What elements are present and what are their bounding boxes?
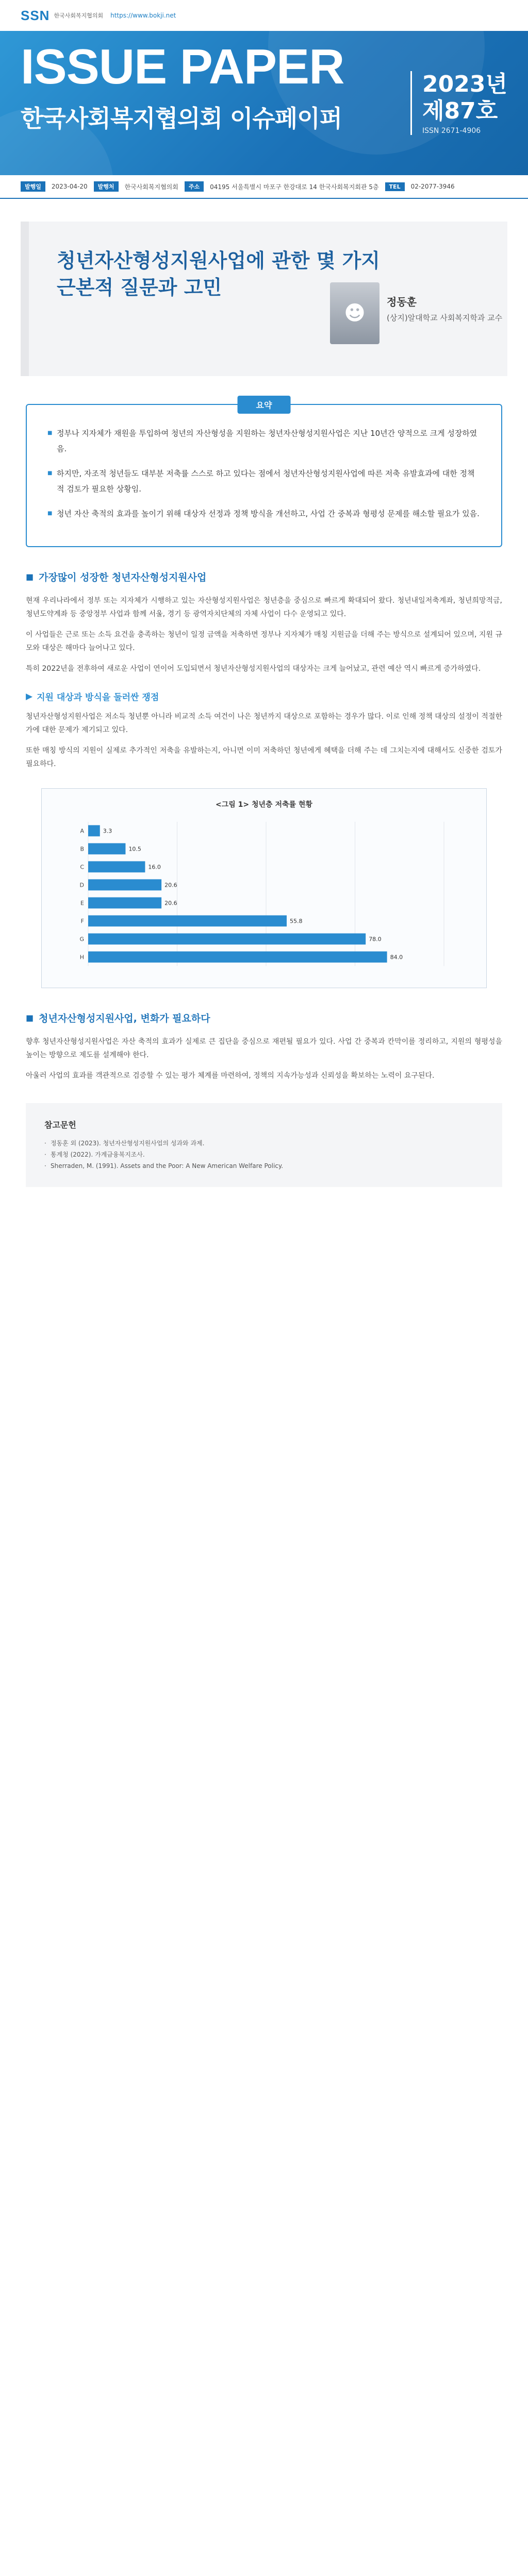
section-heading-text: 가장많이 성장한 청년자산형성지원사업 — [39, 572, 207, 583]
address-label: 주소 — [185, 181, 204, 192]
chart-value-label: 10.5 — [128, 845, 141, 853]
chart-value-label: 84.0 — [390, 954, 403, 961]
chart-category-label: F — [80, 918, 84, 925]
summary-item: ■ 정부나 지자체가 재원을 투입하여 청년의 자산형성을 지원하는 청년자산형성지원사업은 지난 10년간 양적으로 크게 성장하였음. — [47, 426, 481, 456]
chart-category-label: G — [79, 936, 84, 943]
author-photo — [330, 282, 380, 344]
chart-value-label: 3.3 — [103, 827, 112, 835]
chart-value-label: 20.6 — [164, 882, 177, 889]
chart-bar — [88, 879, 161, 891]
chart-title: <그림 1> 청년층 저축률 현황 — [216, 801, 312, 809]
section-marker-icon: ■ — [26, 1013, 34, 1023]
summary-list — [47, 426, 481, 521]
chart-value-label: 55.8 — [290, 918, 303, 925]
paragraph: 아울러 사업의 효과를 객관적으로 검증할 수 있는 평가 체계를 마련하여, 정책의 지속가능성과 신뢰성을 확보하는 노력이 요구된다. — [26, 1072, 435, 1080]
publish-date: 2023-04-20 — [51, 183, 88, 190]
bar-chart — [57, 817, 480, 971]
chart-value-label: 20.6 — [164, 900, 177, 907]
section-heading — [26, 570, 502, 584]
section-heading — [26, 1011, 502, 1025]
chart-value-label: 78.0 — [369, 936, 382, 943]
chart-bar — [88, 952, 387, 963]
chart-category-label: C — [80, 863, 84, 871]
summary-item: ■ 하지만, 자조적 청년들도 대부분 저축률 스스로 하고 있다는 점에서 청년자산형성지원사업에 따른 저축 유발효과에 대한 정책적 검토가 필요한 상황임. — [47, 466, 481, 497]
chart-box — [41, 788, 487, 988]
paragraph: 이 사업들은 근로 또는 소득 요건을 충족하는 청년이 일정 금액을 저축하면 정부나 지자체가 매칭 지원금을 더해 주는 방식으로 설계되어 있으며, 지원 규모와 대상은 해마다 늘어나고 있다. — [26, 631, 502, 652]
chart-category-label: B — [80, 845, 84, 853]
paragraph: 또한 매칭 방식의 지원이 실제로 추가적인 저축을 유발하는지, 아니면 이미 저축하던 청년에게 혜택을 더해 주는 데 그치는지에 대해서도 신중한 검토가 필요하다. — [26, 747, 502, 768]
chart-bar — [88, 916, 287, 927]
article-title-line: 근본적 질문과 고민 — [57, 276, 222, 299]
issn: ISSN 2671-4906 — [422, 127, 481, 135]
paragraph: 향후 청년자산형성지원사업은 자산 축적의 효과가 실제로 큰 집단을 중심으로 재편될 필요가 있다. 사업 간 중복과 칸막이를 정리하고, 지원의 형평성을 높이는 방향으로 제도를 설계해야 한다. — [26, 1038, 502, 1059]
reference-item: · 통계청 (2022). 가계금융복지조사. — [44, 1149, 484, 1160]
issue-number-block — [410, 71, 507, 135]
article-body — [0, 570, 528, 1082]
chart-category-label: H — [79, 954, 84, 961]
issue-year: 2023년 — [422, 71, 507, 97]
section-marker-icon: ■ — [26, 572, 34, 582]
chart-bar — [88, 843, 125, 855]
chart-bar — [88, 934, 366, 945]
chart-category-label: A — [80, 827, 84, 835]
chart-category-label: D — [79, 882, 84, 889]
section-heading-text: 청년자산형성지원사업, 변화가 필요하다 — [39, 1013, 210, 1024]
logo-org-name: 한국사회복지협의회 — [54, 12, 104, 19]
tel-label: TEL — [385, 182, 405, 191]
paragraph: 특히 2022년을 전후하여 새로운 사업이 연이어 도입되면서 청년자산형성지원사업의 대상자는 크게 늘어났고, 관련 예산 역시 빠르게 증가하였다. — [26, 665, 481, 673]
author-affiliation: (상지)알대학교 사회복지학과 교수 — [387, 313, 503, 323]
banner — [0, 31, 528, 175]
top-bar — [0, 0, 528, 31]
publication-meta-bar — [0, 175, 528, 199]
summary-box — [26, 400, 502, 547]
sub-heading-text: 지원 대상과 방식을 둘러싼 쟁점 — [37, 692, 159, 703]
banner-title: ISSUE PAPER — [21, 39, 344, 94]
chart-bar — [88, 897, 161, 909]
sub-marker-icon: ▶ — [26, 691, 33, 702]
publisher-label: 발행처 — [94, 181, 119, 192]
sub-heading — [26, 690, 502, 703]
paragraph: 청년자산형성지원사업은 저소득 청년뿐 아니라 비교적 소득 여건이 나은 청년까지 대상으로 포함하는 경우가 많다. 이로 인해 정책 대상의 설정이 적절한가에 대한 문제가 제기되고 있다. — [26, 713, 502, 734]
chart-value-label: 16.0 — [148, 863, 161, 871]
logo[interactable] — [21, 8, 103, 24]
chart-category-label: E — [80, 900, 84, 907]
references-list — [44, 1138, 484, 1172]
chart-bar — [88, 861, 145, 873]
address: 04195 서울특별시 마포구 한강대로 14 한국사회복지회관 5층 — [210, 183, 379, 191]
logo-mark: SSN — [21, 7, 50, 23]
author-name: 정동훈 — [387, 296, 417, 308]
tel: 02-2077-3946 — [410, 183, 455, 190]
person-icon: ☻ — [344, 301, 366, 325]
date-label: 발행일 — [21, 181, 45, 192]
article-title-line: 청년자산형성지원사업에 관한 몇 가지 — [57, 249, 381, 272]
reference-item: · Sherraden, M. (1991). Assets and the Poor: A New American Welfare Policy. — [44, 1160, 484, 1172]
banner-subtitle: 한국사회복지협의회 이슈페이퍼 — [21, 105, 342, 132]
chart-bar — [88, 825, 100, 837]
site-url-link[interactable]: https://www.bokji.net — [110, 12, 176, 19]
references-box — [26, 1103, 502, 1187]
summary-label: 요약 — [238, 396, 291, 414]
publisher: 한국사회복지협의회 — [124, 183, 178, 191]
article-title-area — [21, 222, 507, 376]
summary-item: ■ 청년 자산 축적의 효과를 높이기 위해 대상자 선정과 정책 방식을 개선하고, 사업 간 중복과 형평성 문제를 해소할 필요가 있음. — [47, 506, 481, 521]
paragraph: 현재 우리나라에서 정부 또는 지자체가 시행하고 있는 자산형성지원사업은 청년층을 중심으로 빠르게 확대되어 왔다. 청년내일저축계좌, 청년희망적금, 청년도약계좌 등 중앙정부 사업과 함께 서울, 경기 등 광역자치단체의 자체 사업이 다수 운영되고 있다. — [26, 597, 502, 618]
issue-number: 제87호 — [422, 98, 498, 124]
reference-item: · 정동훈 외 (2023). 청년자산형성지원사업의 성과와 과제. — [44, 1138, 484, 1149]
references-title: 참고문헌 — [44, 1120, 76, 1130]
